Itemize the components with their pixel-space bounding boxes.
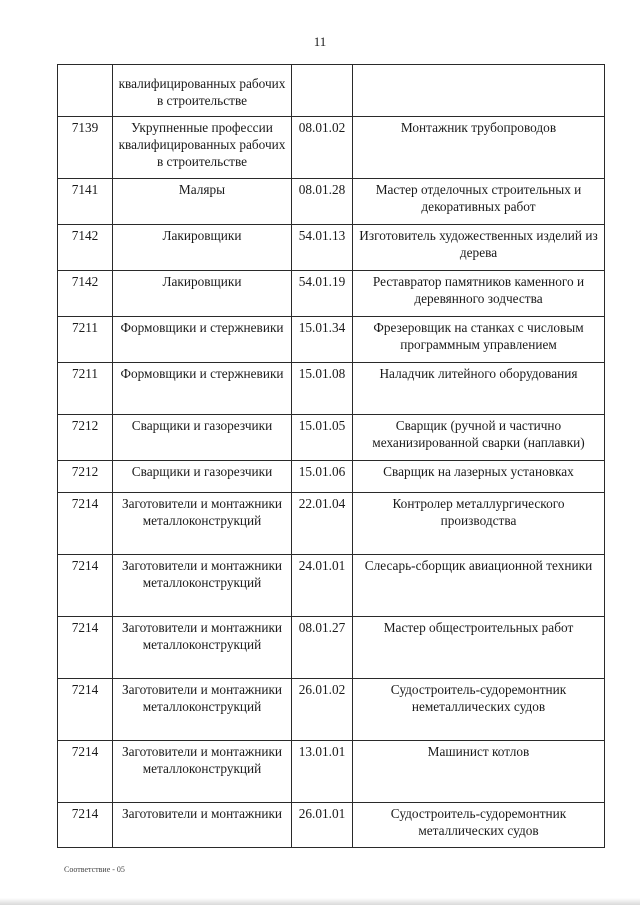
profession-code-cell <box>292 65 353 117</box>
table-row <box>58 363 605 415</box>
table-row <box>58 617 605 679</box>
code-cell: 7214 <box>58 493 113 555</box>
table-row <box>58 741 605 803</box>
occupation-name-cell: квалифицированных рабочих в строительстве <box>113 65 292 117</box>
profession-name-cell: Контролер металлургического производства <box>353 493 605 555</box>
occupation-name-cell: Сварщики и газорезчики <box>113 415 292 461</box>
code-cell: 7214 <box>58 803 113 848</box>
occupation-name-cell: Лакировщики <box>113 225 292 271</box>
occupation-name-cell: Заготовители и монтажники металлоконструкций <box>113 493 292 555</box>
profession-code-cell: 13.01.01 <box>292 741 353 803</box>
profession-name-cell: Судостроитель-судоремонтник неметаллических судов <box>353 679 605 741</box>
table-row <box>58 65 605 117</box>
occupation-name-cell: Заготовители и монтажники металлоконструкций <box>113 555 292 617</box>
code-cell <box>58 65 113 117</box>
occupation-name-cell: Формовщики и стержневики <box>113 363 292 415</box>
code-cell: 7212 <box>58 461 113 493</box>
occupation-name-cell: Заготовители и монтажники металлоконструкций <box>113 679 292 741</box>
occupation-name-cell: Лакировщики <box>113 271 292 317</box>
code-cell: 7142 <box>58 271 113 317</box>
profession-code-cell: 15.01.06 <box>292 461 353 493</box>
page-number: 11 <box>313 34 327 49</box>
occupation-name-cell: Укрупненные профессии квалифицированных рабочих в строительстве <box>113 117 292 179</box>
table-row <box>58 271 605 317</box>
footer-text: Соответствие - 05 <box>64 865 125 874</box>
table-row <box>58 179 605 225</box>
code-cell: 7211 <box>58 363 113 415</box>
profession-code-cell: 26.01.01 <box>292 803 353 848</box>
code-cell: 7214 <box>58 555 113 617</box>
code-cell: 7141 <box>58 179 113 225</box>
table-row <box>58 555 605 617</box>
code-cell: 7214 <box>58 741 113 803</box>
occupation-name-cell: Маляры <box>113 179 292 225</box>
profession-name-cell: Фрезеровщик на станках с числовым программным управлением <box>353 317 605 363</box>
profession-code-cell: 15.01.34 <box>292 317 353 363</box>
profession-name-cell: Слесарь-сборщик авиационной техники <box>353 555 605 617</box>
profession-name-cell: Изготовитель художественных изделий из дерева <box>353 225 605 271</box>
profession-name-cell: Машинист котлов <box>353 741 605 803</box>
table-row <box>58 461 605 493</box>
table-row <box>58 415 605 461</box>
profession-code-cell: 08.01.27 <box>292 617 353 679</box>
table-row <box>58 317 605 363</box>
code-cell: 7139 <box>58 117 113 179</box>
code-cell: 7212 <box>58 415 113 461</box>
profession-name-cell: Мастер общестроительных работ <box>353 617 605 679</box>
profession-name-cell: Судостроитель-судоремонтник металлических судов <box>353 803 605 848</box>
code-cell: 7211 <box>58 317 113 363</box>
profession-code-cell: 26.01.02 <box>292 679 353 741</box>
profession-code-cell: 15.01.05 <box>292 415 353 461</box>
profession-name-cell: Мастер отделочных строительных и декоративных работ <box>353 179 605 225</box>
profession-code-cell: 24.01.01 <box>292 555 353 617</box>
profession-name-cell <box>353 65 605 117</box>
profession-name-cell: Сварщик (ручной и частично механизированной сварки (наплавки) <box>353 415 605 461</box>
profession-name-cell: Реставратор памятников каменного и деревянного зодчества <box>353 271 605 317</box>
profession-name-cell: Наладчик литейного оборудования <box>353 363 605 415</box>
occupation-name-cell: Заготовители и монтажники <box>113 803 292 848</box>
code-cell: 7214 <box>58 679 113 741</box>
profession-code-cell: 54.01.19 <box>292 271 353 317</box>
profession-code-cell: 22.01.04 <box>292 493 353 555</box>
occupation-name-cell: Заготовители и монтажники металлоконструкций <box>113 617 292 679</box>
profession-code-cell: 08.01.02 <box>292 117 353 179</box>
occupation-name-cell: Заготовители и монтажники металлоконструкций <box>113 741 292 803</box>
professions-table <box>57 64 605 848</box>
profession-code-cell: 54.01.13 <box>292 225 353 271</box>
occupation-name-cell: Формовщики и стержневики <box>113 317 292 363</box>
profession-code-cell: 15.01.08 <box>292 363 353 415</box>
scan-edge <box>0 898 640 905</box>
occupation-name-cell: Сварщики и газорезчики <box>113 461 292 493</box>
table-row <box>58 493 605 555</box>
table-row <box>58 117 605 179</box>
table-row <box>58 225 605 271</box>
table-row <box>58 803 605 848</box>
profession-name-cell: Монтажник трубопроводов <box>353 117 605 179</box>
table-row <box>58 679 605 741</box>
profession-code-cell: 08.01.28 <box>292 179 353 225</box>
code-cell: 7142 <box>58 225 113 271</box>
profession-name-cell: Сварщик на лазерных установках <box>353 461 605 493</box>
code-cell: 7214 <box>58 617 113 679</box>
